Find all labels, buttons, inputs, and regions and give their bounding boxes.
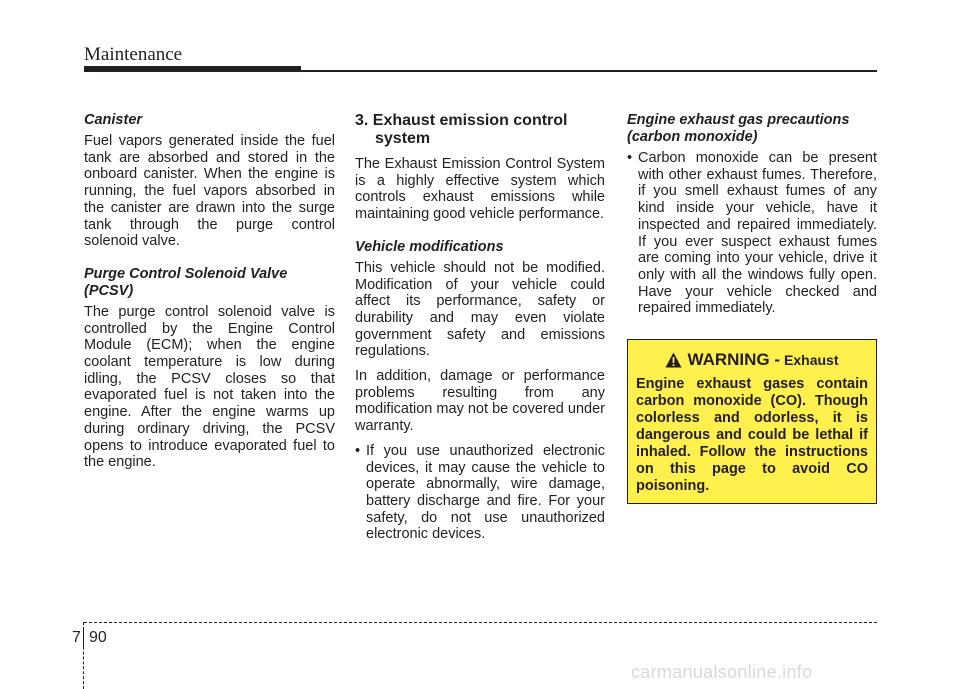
canister-paragraph: Fuel vapors generated inside the fuel tank are absorbed and stored in the onboard canister. When the engine is running, the fuel vapors absorbed in the canister are drawn into the surge tank through the purge control solenoid valve. — [84, 133, 335, 250]
footer-rule — [84, 622, 877, 623]
column-left — [84, 112, 335, 487]
section-title: Maintenance — [84, 44, 183, 65]
pcsv-paragraph: The purge control solenoid valve is controlled by the Engine Control Module (ECM); when the engine coolant temperature is low during idling, the PCSV closes so that evaporated fuel is not taken into the engine. After the engine warms up during ordinary driving, the PCSV opens to introduce evaporated fuel to the engine. — [84, 303, 335, 471]
canister-heading: Canister — [84, 112, 143, 128]
warning-box — [627, 339, 877, 504]
column-middle — [355, 112, 605, 553]
warning-triangle-icon — [665, 352, 682, 368]
carbon-monoxide-bullet — [627, 150, 877, 317]
bullet-text: Carbon monoxide can be present with other exhaust fumes. Therefore, if you smell exhaust fumes of any kind inside your vehicle, have it inspected and repaired immediately. If you ever suspect exhaust fumes are coming into your vehicle, drive it only with all the windows fully open. Have your vehicle checked and repaired immediately. — [638, 150, 877, 317]
bullet-text: If you use unauthorized electronic devices, it may cause the vehicle to operate abnormally, wire damage, battery discharge and fire. For your safety, do not use unauthorized electronic devices. — [366, 442, 605, 543]
watermark-text: carmanualsonline.info — [631, 662, 813, 682]
warning-header — [636, 350, 868, 370]
electronic-devices-bullet — [355, 443, 605, 543]
vehicle-modifications-paragraph: This vehicle should not be modified. Modification of your vehicle could affect its performance, safety or durability and may even violate government safety and emissions regulations. — [355, 259, 605, 360]
exhaust-system-heading: 3. Exhaust emission control system — [355, 112, 568, 147]
page-number: 90 — [89, 629, 107, 646]
warning-body: Engine exhaust gases contain carbon monoxide (CO). Though colorless and odorless, it is dangerous and could be lethal if inhaled. Follow the instructions on this page to avoid CO poisoning. — [636, 376, 868, 494]
column-right — [627, 112, 877, 327]
chapter-number: 7 — [72, 629, 81, 646]
header-rule-thick — [84, 66, 301, 72]
footer-divider — [83, 629, 84, 647]
exhaust-precautions-heading: Engine exhaust gas precautions (carbon monoxide) — [627, 112, 850, 145]
bullet-dot: • — [355, 442, 361, 459]
warranty-paragraph: In addition, damage or performance problems resulting from any modification may not be covered under warranty. — [355, 368, 605, 435]
exhaust-system-paragraph: The Exhaust Emission Control System is a highly effective system which controls exhaust emissions while maintaining good vehicle performance. — [355, 156, 605, 223]
warning-title: WARNING - — [687, 350, 781, 369]
vehicle-modifications-heading: Vehicle modifications — [355, 238, 504, 255]
header-rule-thin — [300, 70, 877, 72]
pcsv-heading: Purge Control Solenoid Valve (PCSV) — [84, 265, 288, 299]
bullet-dot: • — [627, 150, 633, 166]
warning-subtitle: Exhaust — [784, 352, 839, 368]
